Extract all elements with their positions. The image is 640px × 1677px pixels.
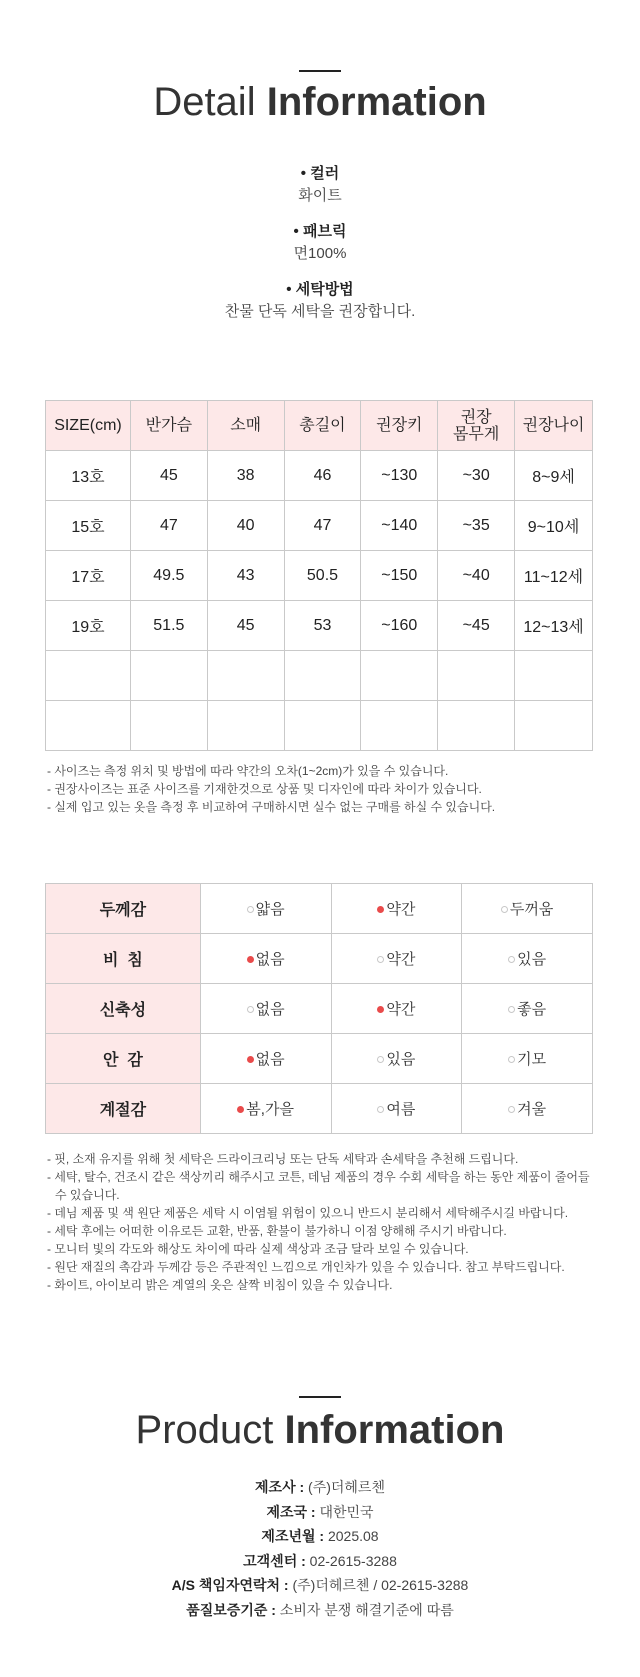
size-header-text: 몸무게 bbox=[452, 425, 500, 443]
unselected-dot-icon bbox=[247, 906, 254, 913]
note-item: - 실제 입고 있는 옷을 측정 후 비교하여 구매하시면 실수 없는 구매를 하실 수 있습니다. bbox=[47, 800, 496, 814]
feature-option-label: 좋음 bbox=[517, 1001, 547, 1018]
feature-label: 계절감 bbox=[46, 1084, 201, 1134]
table-row bbox=[46, 701, 593, 751]
size-cell: 46 bbox=[284, 451, 361, 501]
selected-dot-icon bbox=[247, 956, 254, 963]
feature-option bbox=[462, 1084, 593, 1134]
size-header-cell bbox=[130, 401, 207, 451]
selected-dot-icon bbox=[247, 1056, 254, 1063]
size-header-cell bbox=[284, 401, 361, 451]
title-divider bbox=[299, 70, 341, 72]
size-cell: ~130 bbox=[361, 451, 438, 501]
size-cell bbox=[207, 701, 284, 751]
unselected-dot-icon bbox=[508, 956, 515, 963]
size-cell: 40 bbox=[207, 501, 284, 551]
size-table bbox=[45, 400, 593, 751]
size-cell: 50.5 bbox=[284, 551, 361, 601]
size-header-cell bbox=[361, 401, 438, 451]
size-cell bbox=[46, 701, 131, 751]
size-cell: 49.5 bbox=[130, 551, 207, 601]
table-row bbox=[46, 451, 593, 501]
spec-value: 면100% bbox=[293, 245, 347, 262]
size-cell: 8~9세 bbox=[515, 451, 593, 501]
table-row bbox=[46, 551, 593, 601]
product-info-key: A/S 책임자연락처 : bbox=[171, 1577, 289, 1593]
feature-option bbox=[200, 1084, 331, 1134]
detail-section bbox=[0, 70, 640, 337]
size-cell: 17호 bbox=[46, 551, 131, 601]
feature-option-label: 없음 bbox=[255, 1051, 285, 1068]
size-header-text: 총길이 bbox=[299, 417, 346, 434]
selected-dot-icon bbox=[377, 1006, 384, 1013]
feature-row bbox=[46, 884, 593, 934]
size-cell bbox=[438, 701, 515, 751]
size-cell bbox=[46, 651, 131, 701]
size-cell: 51.5 bbox=[130, 601, 207, 651]
note-item: - 핏, 소재 유지를 위해 첫 세탁은 드라이크리닝 또는 단독 세탁과 손세탁을 추천해 드립니다. bbox=[47, 1152, 519, 1166]
note-item: - 화이트, 아이보리 밝은 계열의 옷은 살짝 비침이 있을 수 있습니다. bbox=[47, 1278, 393, 1292]
size-cell bbox=[515, 651, 593, 701]
feature-option bbox=[331, 1084, 462, 1134]
size-cell: ~35 bbox=[438, 501, 515, 551]
selected-dot-icon bbox=[377, 906, 384, 913]
feature-option bbox=[462, 984, 593, 1034]
detail-title-light: Detail bbox=[153, 80, 256, 124]
feature-label: 비 침 bbox=[46, 934, 201, 984]
note-item: - 세탁 후에는 어떠한 이유로든 교환, 반품, 환불이 불가하니 이점 양해해 주시기 바랍니다. bbox=[47, 1224, 507, 1238]
size-cell: ~45 bbox=[438, 601, 515, 651]
size-cell bbox=[284, 651, 361, 701]
unselected-dot-icon bbox=[508, 1006, 515, 1013]
table-row bbox=[46, 601, 593, 651]
size-cell: 47 bbox=[130, 501, 207, 551]
size-cell: 15호 bbox=[46, 501, 131, 551]
size-cell bbox=[361, 701, 438, 751]
spec-label: • 컬러 bbox=[300, 165, 340, 182]
size-cell: 13호 bbox=[46, 451, 131, 501]
size-cell: ~160 bbox=[361, 601, 438, 651]
care-notes bbox=[47, 1150, 597, 1294]
unselected-dot-icon bbox=[501, 906, 508, 913]
product-section bbox=[0, 1396, 640, 1622]
product-info-list bbox=[0, 1475, 640, 1622]
feature-option bbox=[331, 884, 462, 934]
product-info-row bbox=[0, 1549, 640, 1574]
unselected-dot-icon bbox=[508, 1106, 515, 1113]
size-cell bbox=[515, 701, 593, 751]
feature-option-label: 없음 bbox=[255, 1001, 285, 1018]
size-table-body bbox=[46, 451, 593, 751]
product-info-value: (주)더헤르첸 bbox=[308, 1479, 385, 1495]
size-cell: 19호 bbox=[46, 601, 131, 651]
size-header-text: SIZE(cm) bbox=[54, 417, 122, 434]
size-cell: ~150 bbox=[361, 551, 438, 601]
size-table-header-row bbox=[46, 401, 593, 451]
size-header-cell bbox=[46, 401, 131, 451]
product-info-row bbox=[0, 1475, 640, 1500]
size-cell: ~140 bbox=[361, 501, 438, 551]
product-info-key: 품질보증기준 : bbox=[186, 1601, 276, 1618]
size-cell: 47 bbox=[284, 501, 361, 551]
feature-option bbox=[462, 884, 593, 934]
detail-title-bold: Information bbox=[266, 80, 487, 124]
feature-option-label: 있음 bbox=[517, 951, 547, 968]
product-title-bold: Information bbox=[284, 1408, 505, 1452]
spec-value: 찬물 단독 세탁을 권장합니다. bbox=[224, 303, 416, 320]
size-cell: ~40 bbox=[438, 551, 515, 601]
product-info-value: 02-2615-3288 bbox=[309, 1552, 397, 1569]
table-row bbox=[46, 651, 593, 701]
feature-option-label: 약간 bbox=[386, 901, 416, 918]
product-info-value: 2025.08 bbox=[327, 1528, 379, 1544]
unselected-dot-icon bbox=[247, 1006, 254, 1013]
spec-label: • 패브릭 bbox=[293, 223, 347, 240]
product-info-row bbox=[0, 1598, 640, 1623]
size-header-cell bbox=[207, 401, 284, 451]
size-header-cell bbox=[515, 401, 593, 451]
feature-option bbox=[200, 984, 331, 1034]
product-info-row bbox=[0, 1524, 640, 1549]
feature-option-label: 얇음 bbox=[255, 901, 285, 918]
size-cell: 38 bbox=[207, 451, 284, 501]
spec-item-fabric bbox=[0, 221, 640, 265]
feature-option bbox=[462, 1034, 593, 1084]
feature-option-label: 없음 bbox=[255, 951, 285, 968]
product-info-value: 소비자 분쟁 해결기준에 따름 bbox=[279, 1601, 454, 1618]
feature-option bbox=[331, 984, 462, 1034]
table-row bbox=[46, 501, 593, 551]
feature-option-label: 두꺼움 bbox=[509, 901, 554, 918]
feature-option-label: 약간 bbox=[386, 1001, 416, 1018]
size-cell: 45 bbox=[130, 451, 207, 501]
feature-label: 안 감 bbox=[46, 1034, 201, 1084]
unselected-dot-icon bbox=[377, 1106, 384, 1113]
feature-option-label: 약간 bbox=[386, 951, 416, 968]
size-header-text: 소매 bbox=[230, 417, 262, 434]
product-title bbox=[0, 1408, 640, 1453]
product-title-light: Product bbox=[135, 1408, 274, 1452]
product-info-value: (주)더헤르첸 / 02-2615-3288 bbox=[292, 1577, 469, 1593]
size-header-text: 권장 bbox=[460, 408, 492, 426]
size-cell bbox=[284, 701, 361, 751]
size-cell: 12~13세 bbox=[515, 601, 593, 651]
size-header-text: 권장나이 bbox=[522, 417, 585, 434]
note-item: - 세탁, 탈수, 건조시 같은 색상끼리 해주시고 코튼, 데님 제품의 경우 수회 세탁을 하는 동안 제품이 줄어들 수 있습니다. bbox=[47, 1170, 590, 1202]
spec-label: • 세탁방법 bbox=[286, 281, 354, 298]
size-cell: 11~12세 bbox=[515, 551, 593, 601]
spec-list bbox=[0, 163, 640, 323]
title-divider bbox=[299, 1396, 341, 1398]
note-item: - 데님 제품 및 색 원단 제품은 세탁 시 이염될 위험이 있으니 반드시 분리해서 세탁해주시길 바랍니다. bbox=[47, 1206, 569, 1220]
size-cell: 9~10세 bbox=[515, 501, 593, 551]
note-item: - 사이즈는 측정 위치 및 방법에 따라 약간의 오차(1~2cm)가 있을 수 있습니다. bbox=[47, 764, 449, 778]
feature-row bbox=[46, 984, 593, 1034]
feature-label: 두께감 bbox=[46, 884, 201, 934]
feature-option-label: 기모 bbox=[517, 1051, 547, 1068]
spec-item-color bbox=[0, 163, 640, 207]
feature-row bbox=[46, 1034, 593, 1084]
product-info-key: 제조국 : bbox=[266, 1503, 316, 1520]
detail-title bbox=[0, 80, 640, 125]
size-cell: ~30 bbox=[438, 451, 515, 501]
feature-option bbox=[331, 1034, 462, 1084]
product-info-row bbox=[0, 1500, 640, 1525]
feature-option-label: 여름 bbox=[386, 1101, 416, 1118]
size-header-text: 권장키 bbox=[376, 417, 423, 434]
size-header-cell bbox=[438, 401, 515, 451]
product-info-value: 대한민국 bbox=[319, 1503, 374, 1520]
feature-option-label: 겨울 bbox=[517, 1101, 547, 1118]
feature-row bbox=[46, 1084, 593, 1134]
unselected-dot-icon bbox=[377, 956, 384, 963]
size-notes bbox=[47, 762, 597, 816]
unselected-dot-icon bbox=[377, 1056, 384, 1063]
size-cell: 43 bbox=[207, 551, 284, 601]
spec-value: 화이트 bbox=[298, 187, 342, 204]
feature-option bbox=[331, 934, 462, 984]
note-item: - 권장사이즈는 표준 사이즈를 기재한것으로 상품 및 디자인에 따라 차이가 있습니다. bbox=[47, 782, 482, 796]
size-cell: 45 bbox=[207, 601, 284, 651]
selected-dot-icon bbox=[237, 1106, 244, 1113]
feature-option-label: 봄,가을 bbox=[246, 1101, 294, 1118]
spec-item-washing bbox=[0, 279, 640, 323]
note-item: - 원단 재질의 촉감과 두께감 등은 주관적인 느낌으로 개인차가 있을 수 있습니다. 참고 부탁드립니다. bbox=[47, 1260, 565, 1274]
size-cell bbox=[130, 701, 207, 751]
size-cell bbox=[438, 651, 515, 701]
size-cell bbox=[130, 651, 207, 701]
size-header-text: 반가슴 bbox=[145, 417, 193, 434]
feature-row bbox=[46, 934, 593, 984]
feature-option bbox=[200, 884, 331, 934]
product-info-key: 제조사 : bbox=[255, 1479, 305, 1495]
feature-option bbox=[200, 934, 331, 984]
product-info-key: 제조년월 : bbox=[261, 1528, 325, 1544]
note-item: - 모니터 빛의 각도와 해상도 차이에 따라 실제 색상과 조금 달라 보일 수 있습니다. bbox=[47, 1242, 469, 1256]
feature-option bbox=[200, 1034, 331, 1084]
size-cell bbox=[361, 651, 438, 701]
feature-option-label: 있음 bbox=[386, 1051, 416, 1068]
feature-option bbox=[462, 934, 593, 984]
feature-table bbox=[45, 883, 593, 1134]
size-cell bbox=[207, 651, 284, 701]
size-cell: 53 bbox=[284, 601, 361, 651]
product-info-row bbox=[0, 1573, 640, 1598]
feature-label: 신축성 bbox=[46, 984, 201, 1034]
unselected-dot-icon bbox=[508, 1056, 515, 1063]
product-info-key: 고객센터 : bbox=[243, 1552, 306, 1569]
